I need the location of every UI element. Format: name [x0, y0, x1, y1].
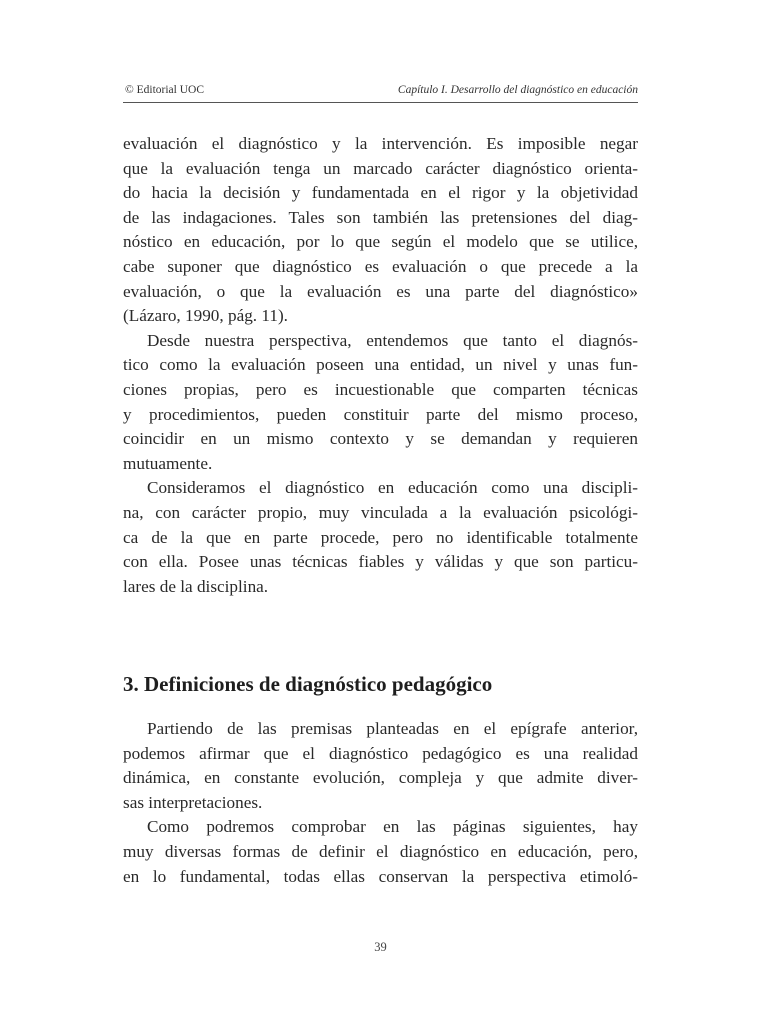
text-line: dinámica, en constante evolución, compleja y que admite diver-	[123, 768, 638, 788]
text-line: Desde nuestra perspectiva, entendemos que tanto el diagnós-	[147, 330, 638, 350]
text-line: tico como la evaluación poseen una entidad, un nivel y unas fun-	[123, 355, 638, 375]
text-line: con ella. Posee unas técnicas fiables y válidas y que son particu-	[123, 552, 638, 572]
page-number: 39	[374, 940, 387, 954]
text-line: na, con carácter propio, muy vinculada a la evaluación psicológi-	[123, 502, 638, 522]
text-line: mutuamente.	[123, 453, 213, 473]
running-header	[123, 84, 638, 103]
text-line: (Lázaro, 1990, pág. 11).	[123, 306, 288, 326]
text-line: cabe suponer que diagnóstico es evaluación o que precede a la	[123, 256, 638, 276]
text-line: evaluación el diagnóstico y la intervención. Es imposible negar	[123, 134, 638, 153]
text-line: lares de la disciplina.	[123, 576, 269, 596]
text-line: en lo fundamental, todas ellas conservan la perspectiva etimoló-	[123, 866, 638, 886]
body-text-section-1	[123, 132, 638, 599]
text-line: evaluación, o que la evaluación es una parte del diagnóstico»	[123, 281, 638, 301]
text-line: Como podremos comprobar en las páginas siguientes, hay	[147, 817, 638, 837]
text-line: de las indagaciones. Tales son también las pretensiones del diag-	[123, 207, 638, 227]
publisher-label: © Editorial UOC	[125, 84, 205, 96]
text-line: do hacia la decisión y fundamentada en el rigor y la objetividad	[123, 183, 638, 203]
text-line: ciones propias, pero es incuestionable que comparten técnicas	[123, 379, 638, 399]
book-page	[123, 0, 638, 1024]
text-line: ca de la que en parte procede, pero no identificable totalmente	[123, 527, 638, 547]
section-heading: 3. Definiciones de diagnóstico pedagógico	[123, 672, 493, 696]
text-line: Consideramos el diagnóstico en educación como una discipli-	[147, 478, 638, 498]
chapter-title: Capítulo I. Desarrollo del diagnóstico en educación	[397, 84, 638, 96]
text-line: podemos afirmar que el diagnóstico pedagógico es una realidad	[123, 743, 638, 763]
text-line: que la evaluación tenga un marcado carácter diagnóstico orienta-	[123, 158, 638, 178]
text-line: sas interpretaciones.	[123, 792, 263, 812]
text-line: Partiendo de las premisas planteadas en el epígrafe anterior,	[147, 719, 638, 738]
text-line: coincidir en un mismo contexto y se demandan y requieren	[123, 429, 638, 449]
text-line: nóstico en educación, por lo que según el modelo que se utilice,	[123, 232, 638, 252]
text-line: y procedimientos, pueden constituir parte del mismo proceso,	[123, 404, 638, 424]
body-text-section-2	[123, 717, 638, 889]
text-line: muy diversas formas de definir el diagnóstico en educación, pero,	[123, 841, 638, 861]
